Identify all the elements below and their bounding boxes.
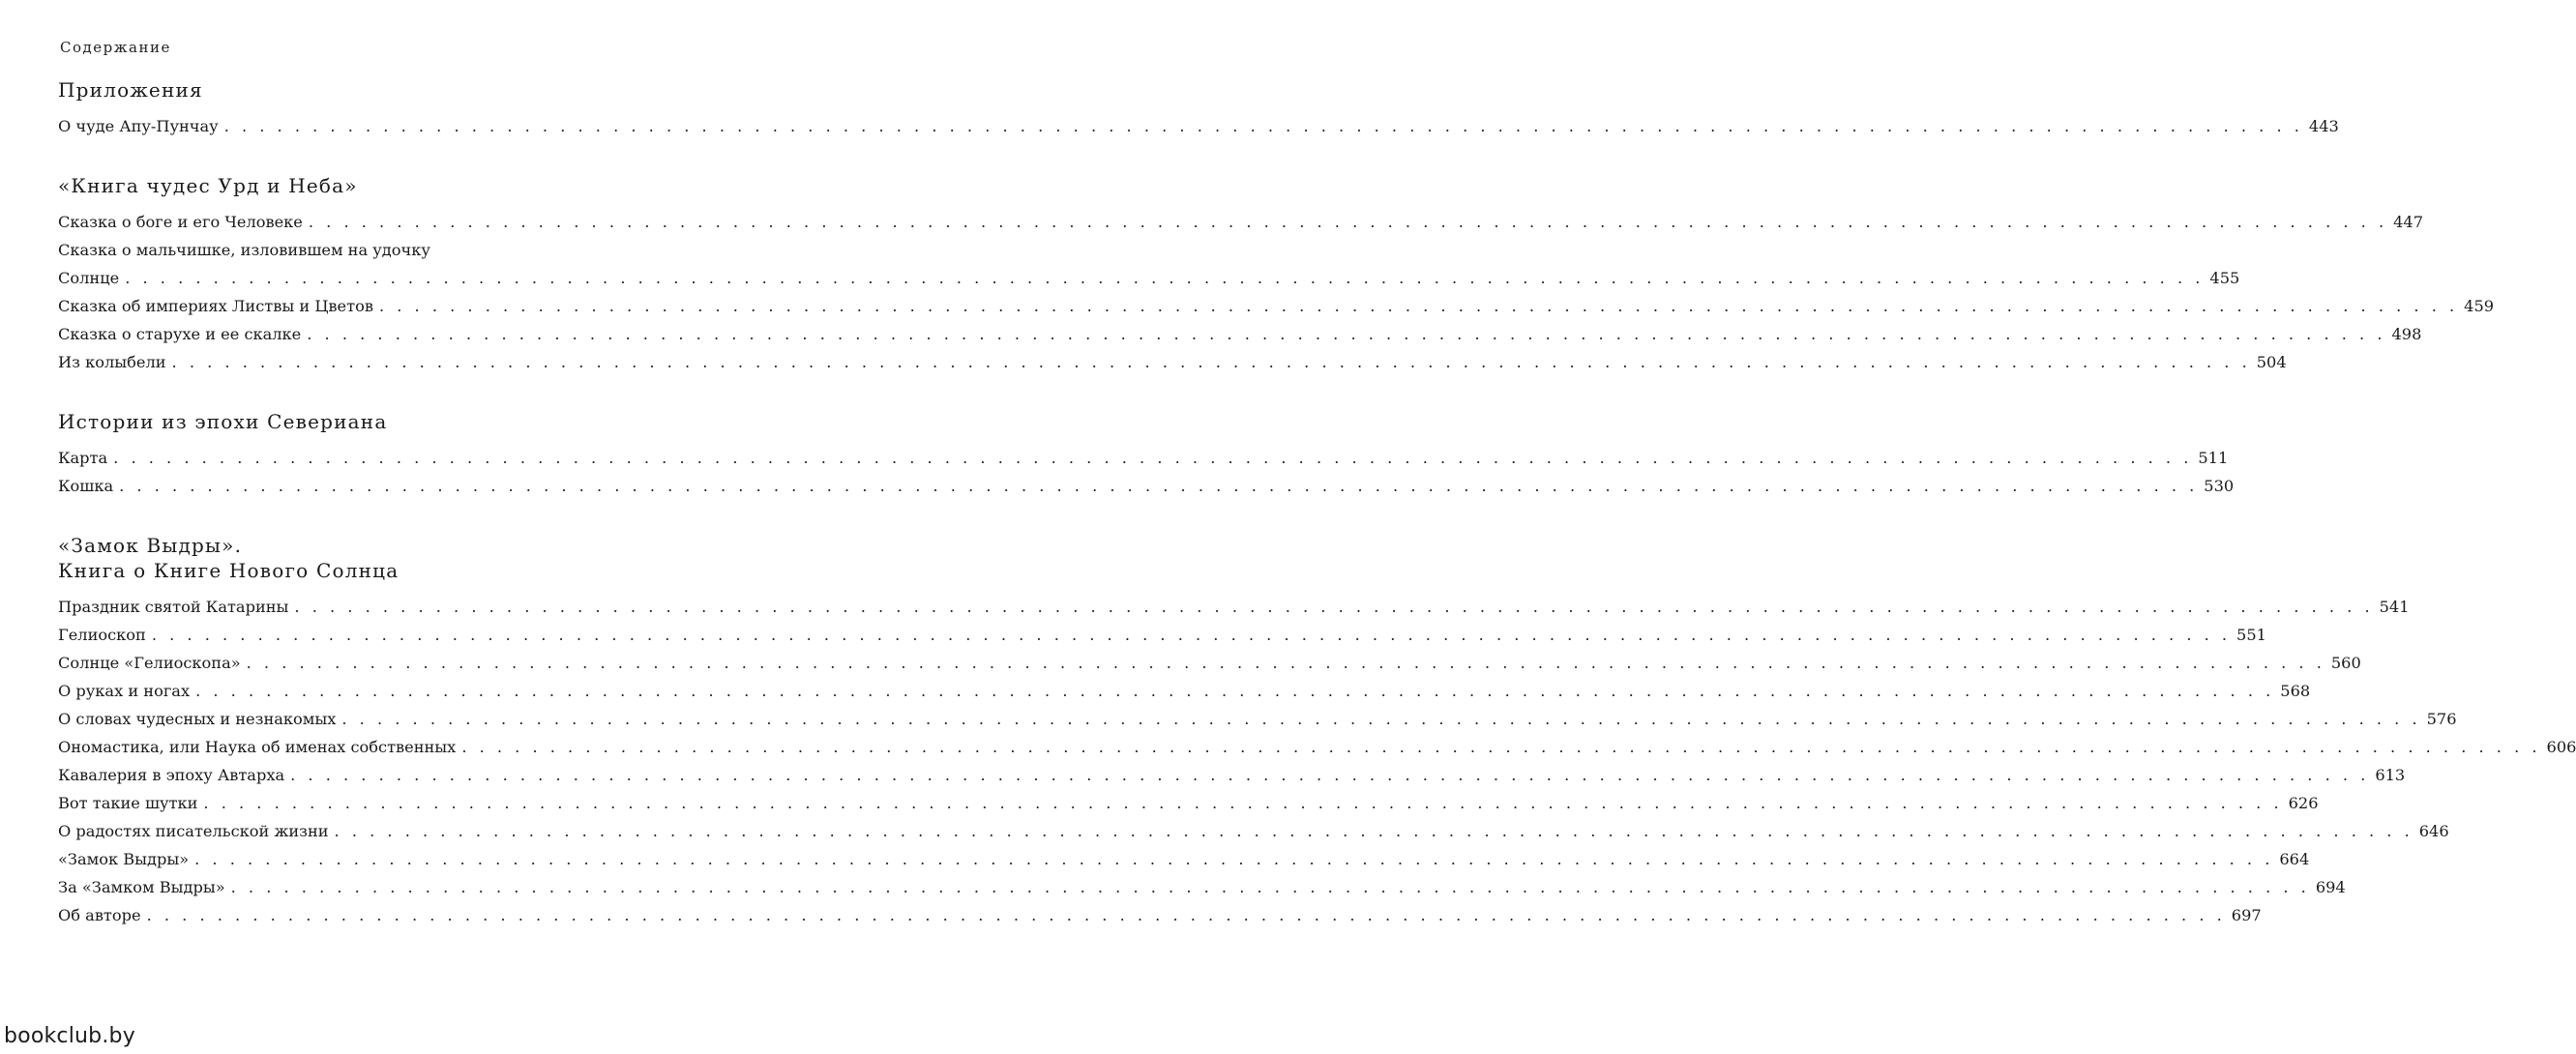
section-title xyxy=(58,77,597,102)
toc-section xyxy=(58,409,2235,500)
toc-entry-title: За «Замком Выдры» xyxy=(58,878,225,896)
dot-leader xyxy=(219,112,2303,140)
dot-leader xyxy=(456,733,2540,761)
toc-section xyxy=(58,173,2495,376)
dot-leader xyxy=(146,621,2231,649)
dot-leader xyxy=(288,593,2373,621)
toc-entry-page: 697 xyxy=(2231,906,2262,924)
toc-entry xyxy=(58,593,2410,621)
toc-entry-page: 560 xyxy=(2330,654,2361,672)
toc-page xyxy=(58,39,2576,962)
section-title xyxy=(58,173,597,198)
dot-leader xyxy=(119,264,2204,292)
toc-entry-title: Сказка о старухе и ее скалке xyxy=(58,325,302,343)
toc-entries xyxy=(58,444,2235,500)
toc-entry-page: 551 xyxy=(2236,626,2266,644)
watermark: bookclub.by xyxy=(4,1024,135,1048)
dot-leader xyxy=(241,649,2325,677)
toc-entry-page: 443 xyxy=(2308,117,2339,135)
toc-entry-page: 613 xyxy=(2375,766,2406,784)
toc-entry xyxy=(58,789,2319,817)
toc-entry-title-line1: Сказка о мальчишке, изловившем на удочку xyxy=(58,241,430,259)
toc-sections xyxy=(58,77,2576,929)
dot-leader xyxy=(303,208,2387,236)
toc-entry-page: 459 xyxy=(2464,297,2495,315)
dot-leader xyxy=(107,444,2192,472)
toc-entry xyxy=(58,236,2240,292)
toc-entry-page: 626 xyxy=(2288,794,2319,812)
dot-leader xyxy=(373,292,2458,320)
toc-entry xyxy=(58,649,2361,677)
toc-entry xyxy=(58,621,2266,649)
section-title-line: Истории из эпохи Севериана xyxy=(58,410,388,433)
toc-entry xyxy=(58,817,2449,845)
toc-entry xyxy=(58,677,2311,705)
dot-leader xyxy=(225,873,2310,901)
running-head: Содержание xyxy=(60,39,171,56)
toc-entry xyxy=(58,873,2346,901)
section-title-line: «Книга чудес Урд и Неба» xyxy=(58,174,358,197)
toc-entries xyxy=(58,112,2339,140)
toc-entry-page: 694 xyxy=(2315,878,2346,896)
toc-entry-title: Сказка о боге и его Человеке xyxy=(58,213,303,231)
toc-entry-title: О чуде Апу-Пунчау xyxy=(58,117,219,135)
toc-entry-page: 511 xyxy=(2198,449,2229,467)
section-title-line: Книга о Книге Нового Солнца xyxy=(58,559,400,582)
toc-entry-page: 576 xyxy=(2426,710,2457,728)
dot-leader xyxy=(190,677,2274,705)
dot-leader xyxy=(197,789,2282,817)
section-title xyxy=(58,409,597,434)
toc-entry-title: Кавалерия в эпоху Автарха xyxy=(58,766,285,784)
dot-leader xyxy=(301,320,2385,348)
toc-entry-title: О радостях писательской жизни xyxy=(58,822,329,840)
toc-entry-title: Солнце xyxy=(58,269,120,287)
toc-entry xyxy=(58,208,2423,236)
toc-entry-title: Сказка об империях Листвы и Цветов xyxy=(58,297,373,315)
toc-entry-title: Карта xyxy=(58,449,108,467)
toc-entry-page: 455 xyxy=(2209,269,2240,287)
toc-entry-page: 447 xyxy=(2393,213,2423,231)
toc-entry-title: Праздник святой Катарины xyxy=(58,598,289,616)
toc-entry-title: Гелиоскоп xyxy=(58,626,146,644)
dot-leader xyxy=(336,705,2420,733)
toc-entry-title: Вот такие шутки xyxy=(58,794,198,812)
dot-leader xyxy=(329,817,2413,845)
section-title xyxy=(58,533,597,583)
toc-entry-title: «Замок Выдры» xyxy=(58,850,190,868)
dot-leader xyxy=(141,901,2226,929)
toc-entry-page: 530 xyxy=(2204,477,2235,495)
toc-entry-title: Об авторе xyxy=(58,906,141,924)
dot-leader xyxy=(166,348,2251,376)
dot-leader xyxy=(189,845,2273,873)
toc-entry xyxy=(58,901,2262,929)
toc-entry-title: Кошка xyxy=(58,477,114,495)
dot-leader xyxy=(113,472,2198,500)
toc-entry-title: Ономастика, или Наука об именах собственных xyxy=(58,738,457,756)
toc-entry xyxy=(58,320,2422,348)
toc-entries xyxy=(58,208,2495,376)
toc-section xyxy=(58,77,2339,140)
section-title-line: «Замок Выдры». xyxy=(58,534,243,557)
toc-entry-page: 664 xyxy=(2279,850,2310,868)
toc-entry xyxy=(58,112,2339,140)
section-title-line: Приложения xyxy=(58,78,203,102)
toc-entry xyxy=(58,761,2406,789)
toc-entry-page: 568 xyxy=(2280,682,2311,700)
toc-entry-title: О руках и ногах xyxy=(58,682,191,700)
toc-entry-page: 606 xyxy=(2546,738,2576,756)
toc-entries xyxy=(58,593,2576,929)
toc-entry xyxy=(58,845,2310,873)
toc-entry xyxy=(58,292,2495,320)
dot-leader xyxy=(284,761,2369,789)
toc-entry xyxy=(58,733,2576,761)
toc-entry-title: Из колыбели xyxy=(58,353,166,371)
toc-entry xyxy=(58,472,2235,500)
toc-entry xyxy=(58,705,2457,733)
toc-entry-page: 498 xyxy=(2391,325,2422,343)
toc-entry-title: О словах чудесных и незнакомых xyxy=(58,710,337,728)
toc-entry-page: 541 xyxy=(2379,598,2410,616)
toc-entry-title: Солнце «Гелиоскопа» xyxy=(58,654,241,672)
toc-entry xyxy=(58,444,2229,472)
toc-entry-page: 646 xyxy=(2418,822,2449,840)
toc-entry xyxy=(58,348,2287,376)
toc-entry-line2 xyxy=(58,264,2240,292)
toc-entry-page: 504 xyxy=(2256,353,2287,371)
toc-section xyxy=(58,533,2576,929)
